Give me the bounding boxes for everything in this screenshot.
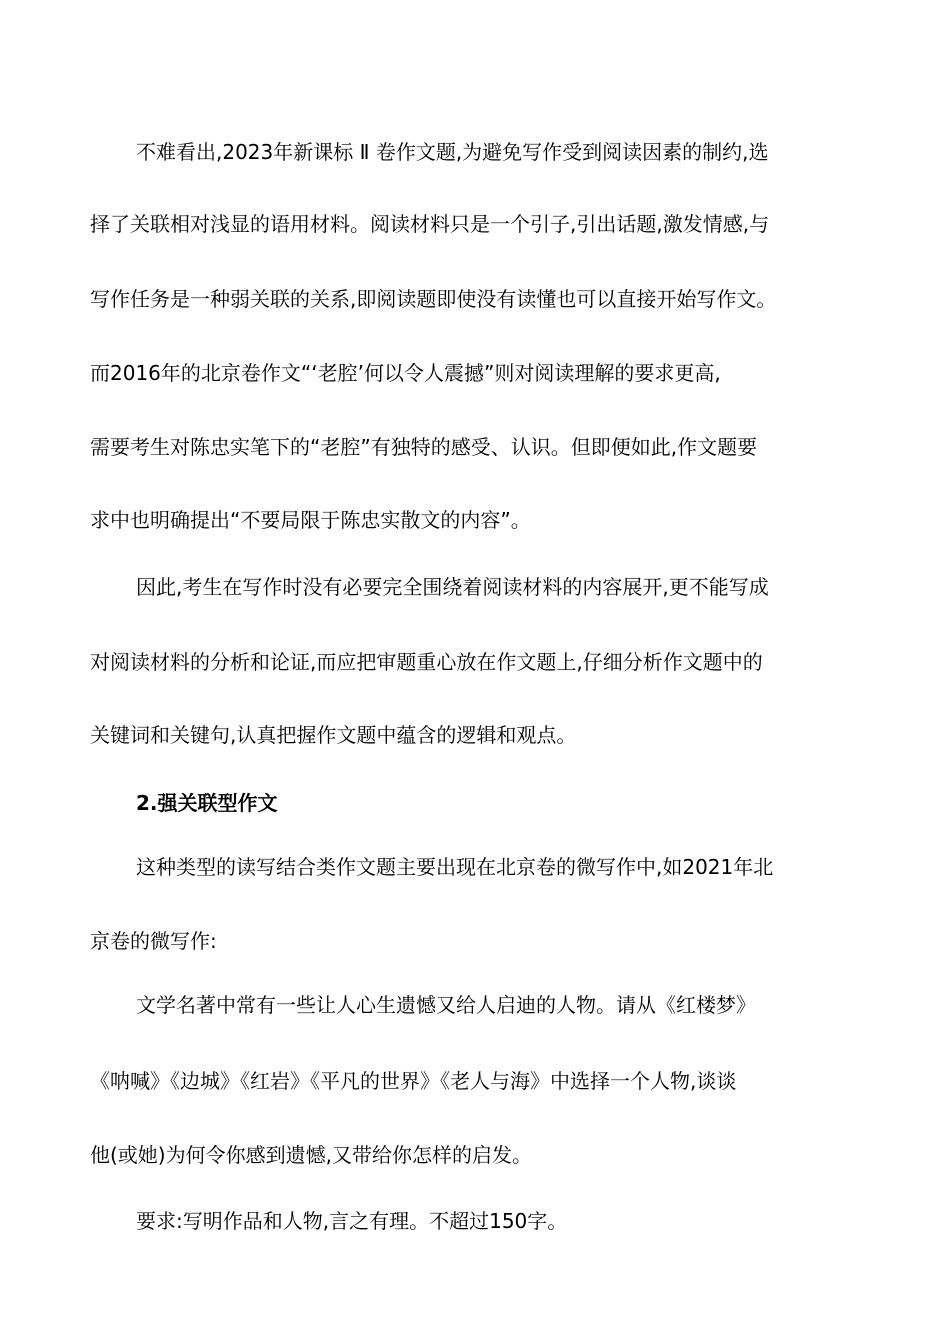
paragraph-1-line-1: 不难看出,2023年新课标 Ⅱ 卷作文题,为避免写作受到阅读因素的制约,选: [136, 140, 769, 164]
paragraph-1-line-4: 而2016年的北京卷作文“‘老腔’何以令人震撼”则对阅读理解的要求更高,: [90, 361, 721, 385]
quote-line-1: 文学名著中常有一些让人心生遗憾又给人启迪的人物。请从《红楼梦》: [136, 993, 756, 1017]
paragraph-1-line-6: 求中也明确提出“不要局限于陈忠实散文的内容”。: [90, 508, 531, 532]
paragraph-3-line-1: 这种类型的读写结合类作文题主要出现在北京卷的微写作中,如2021年北: [136, 855, 774, 879]
paragraph-1-line-3: 写作任务是一种弱关联的关系,即阅读题即使没有读懂也可以直接开始写作文。: [90, 287, 777, 311]
section-heading: 2.强关联型作文: [136, 791, 278, 815]
paragraph-2-line-2: 对阅读材料的分析和论证,而应把审题重心放在作文题上,仔细分析作文题中的: [90, 650, 763, 674]
paragraph-1-line-5: 需要考生对陈忠实笔下的“老腔”有独特的感受、认识。但即便如此,作文题要: [90, 435, 758, 459]
paragraph-1-line-2: 择了关联相对浅显的语用材料。阅读材料只是一个引子,引出话题,激发情感,与: [90, 212, 770, 236]
paragraph-2-line-1: 因此,考生在写作时没有必要完全围绕着阅读材料的内容展开,更不能写成: [136, 575, 769, 599]
requirement-line: 要求:写明作品和人物,言之有理。不超过150字。: [136, 1209, 568, 1233]
paragraph-3-line-2: 京卷的微写作:: [90, 929, 217, 953]
quote-line-3: 他(或她)为何令你感到遗憾,又带给你怎样的启发。: [90, 1143, 532, 1167]
quote-line-2: 《呐喊》《边城》《红岩》《平凡的世界》《老人与海》中选择一个人物,谈谈: [90, 1069, 737, 1093]
paragraph-2-line-3: 关键词和关键句,认真把握作文题中蕴含的逻辑和观点。: [90, 723, 577, 747]
